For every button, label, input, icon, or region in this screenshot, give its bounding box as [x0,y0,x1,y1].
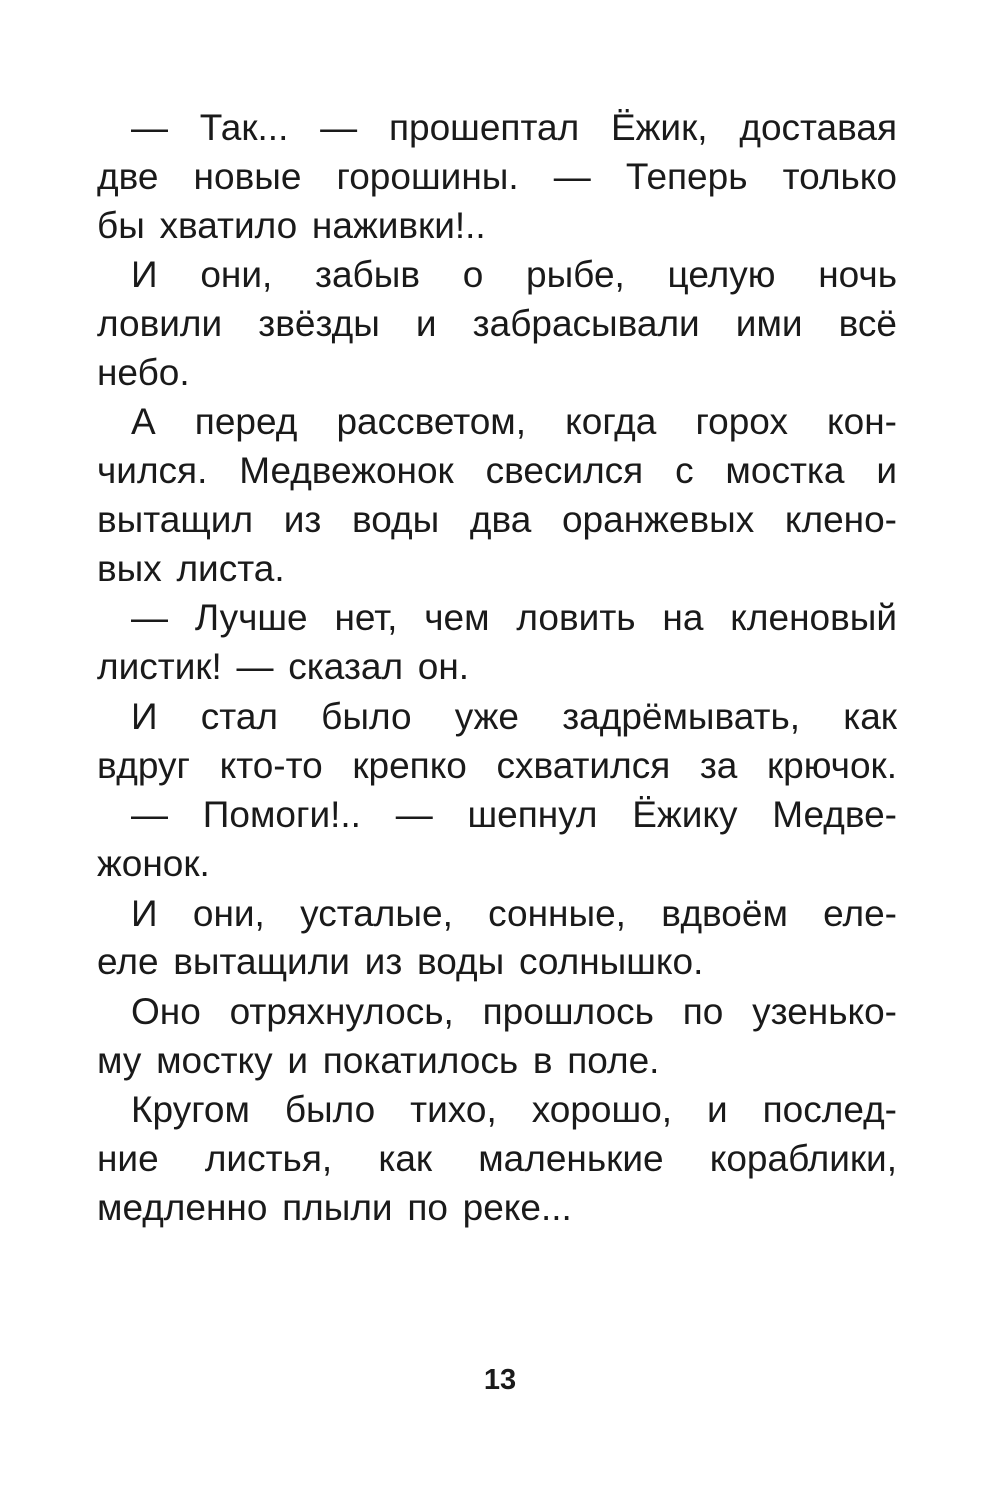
text-line: ние листья, как маленькие кораблики, [97,1138,897,1180]
story-text [97,104,897,1234]
text-line: Оно отряхнулось, прошлось по узенько- [131,990,897,1032]
text-line: — Помоги!.. — шепнул Ёжику Медве- [131,794,897,836]
text-line: листик! — сказал он. [97,646,470,688]
paragraph-9 [97,1086,897,1232]
text-line: И они, усталые, сонные, вдвоём еле- [131,892,897,934]
paragraph-2 [97,251,897,397]
text-line: — Лучше нет, чем ловить на кленовый [131,597,897,639]
text-line: бы хватило наживки!.. [97,204,486,246]
text-line: И стал было уже задрёмывать, как [131,695,897,737]
text-line: вдруг кто-то крепко схватился за крючок. [97,744,897,786]
text-line: небо. [97,351,190,393]
text-line: му мостку и покатилось в поле. [97,1039,660,1081]
paragraph-4 [97,594,897,692]
text-line: Кругом было тихо, хорошо, и послед- [131,1089,897,1131]
page-number: 13 [483,1364,517,1396]
text-line: жонок. [97,842,210,884]
paragraph-1 [97,104,897,250]
text-line: И они, забыв о рыбе, целую ночь [131,254,897,296]
paragraph-8 [97,988,897,1086]
text-line: две новые горошины. — Теперь только [97,155,897,197]
text-line: медленно плыли по реке... [97,1186,572,1228]
text-line: чился. Медвежонок свесился с мостка и [97,450,897,492]
paragraph-6 [97,791,897,889]
text-line: вых листа. [97,547,285,589]
text-line: А перед рассветом, когда горох кон- [131,401,897,443]
paragraph-3 [97,398,897,593]
paragraph-7 [97,890,897,988]
text-line: — Так... — прошептал Ёжик, доставая [131,107,897,148]
paragraph-5 [97,693,897,791]
text-line: вытащил из воды два оранжевых клено- [97,498,897,540]
text-line: ловили звёзды и забрасывали ими всё [97,302,897,344]
text-line: еле вытащили из воды солнышко. [97,941,704,983]
